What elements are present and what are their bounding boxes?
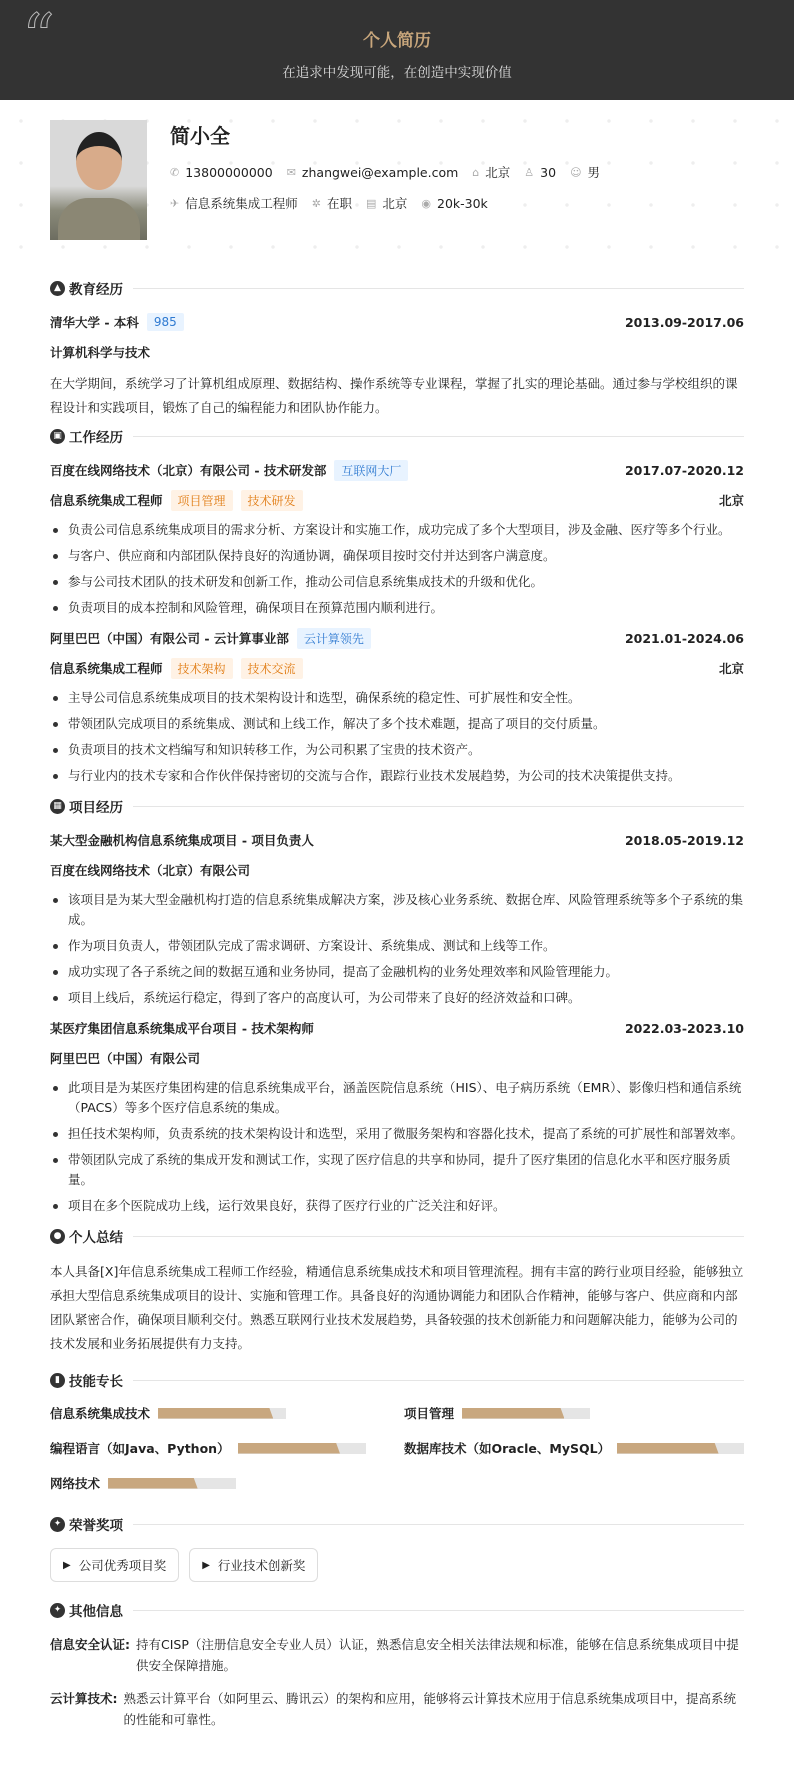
page-title: 个人简历 xyxy=(363,31,431,51)
skill-item xyxy=(50,1439,404,1457)
user-icon: ● xyxy=(50,1229,65,1244)
section-title: 个人总结 xyxy=(69,1230,123,1246)
avatar xyxy=(50,120,147,240)
other-value: 熟悉云计算平台（如阿里云、腾讯云）的架构和应用，能够将云计算技术应用于信息系统集成项目中，提高系统的性能和可靠性。 xyxy=(123,1691,737,1727)
play-icon: ▶ xyxy=(63,1559,71,1571)
period: 2021.01-2024.06 xyxy=(624,630,744,646)
chart-icon: ▮ xyxy=(50,1373,65,1388)
grid-icon: ▦ xyxy=(50,799,65,814)
work-section xyxy=(0,426,794,786)
other-section xyxy=(0,1600,794,1730)
skill-bar-fill xyxy=(158,1408,273,1419)
bullet: 担任技术架构师，负责系统的技术架构设计和选型，采用了微服务架构和容器化技术，提高了系统的可扩展性和部署效率。 xyxy=(50,1124,744,1144)
gender-icon: ☺ xyxy=(570,165,582,179)
location: 北京 xyxy=(485,165,511,180)
bullet: 项目上线后，系统运行稳定，得到了客户的高度认可，为公司带来了良好的经济效益和口碑。 xyxy=(50,988,744,1008)
age-icon: ♙ xyxy=(524,165,535,179)
role-tag: 技术研发 xyxy=(241,490,303,511)
salary: 20k-30k xyxy=(437,195,488,211)
skill-bar-fill xyxy=(108,1478,198,1489)
city: 北京 xyxy=(718,661,744,676)
skill-bar xyxy=(462,1408,590,1419)
work-item xyxy=(50,628,744,786)
company-tag: 互联网大厂 xyxy=(334,460,408,481)
projects-section xyxy=(0,796,794,1216)
summary-text: 本人具备[X]年信息系统集成工程师工作经验，精通信息系统集成技术和项目管理流程。拥有丰富的跨行业项目经验，能够独立承担大型信息系统集成项目的设计、实施和管理工作。具备良好的沟通协调能力和团队合作精神，能够与客户、供应商和内部团队紧密合作，确保项目顺利交付。熟悉互联网行业技术发展趋势，具备较强的技术创新能力和问题解决能力，能够为公司的技术发展和业务拓展提供有力支持。 xyxy=(50,1264,744,1351)
email-icon: ✉ xyxy=(286,165,296,179)
project-name: 某大型金融机构信息系统集成项目 - 项目负责人 xyxy=(50,833,314,848)
role: 信息系统集成工程师 xyxy=(50,493,163,508)
period: 2013.09-2017.06 xyxy=(624,314,744,330)
company: 阿里巴巴（中国）有限公司 - 云计算事业部 xyxy=(50,631,289,646)
other-value: 持有CISP（注册信息安全专业人员）认证，熟悉信息安全相关法律法规和标准，能够在信息系统集成项目中提供安全保障措施。 xyxy=(136,1637,739,1673)
profile-section xyxy=(0,100,794,272)
bullet: 与行业内的技术专家和合作伙伴保持密切的交流与合作，跟踪行业技术发展趋势，为公司的技术决策提供支持。 xyxy=(50,766,744,786)
status: 在职 xyxy=(326,196,352,211)
skill-bar xyxy=(158,1408,286,1419)
status-icon: ✲ xyxy=(311,196,321,210)
bullet: 该项目是为某大型金融机构打造的信息系统集成解决方案，涉及核心业务系统、数据仓库、风险管理系统等多个子系统的集成。 xyxy=(50,890,744,930)
awards-section xyxy=(0,1514,794,1582)
award-badge xyxy=(189,1548,318,1582)
major: 计算机科学与技术 xyxy=(50,345,151,360)
role-tag: 技术交流 xyxy=(241,658,303,679)
skill-bar-fill xyxy=(238,1443,340,1454)
bullet: 主导公司信息系统集成项目的技术架构设计和选型，确保系统的稳定性、可扩展性和安全性。 xyxy=(50,688,744,708)
skill-item xyxy=(50,1404,404,1422)
bullet: 与客户、供应商和内部团队保持良好的沟通协调，确保项目按时交付并达到客户满意度。 xyxy=(50,546,744,566)
work-item xyxy=(50,460,744,618)
period: 2022.03-2023.10 xyxy=(624,1020,744,1036)
period: 2017.07-2020.12 xyxy=(624,462,744,478)
skill-bar xyxy=(617,1443,744,1454)
quote-icon: “ xyxy=(22,1,55,75)
bullet: 项目在多个医院成功上线，运行效果良好，获得了医疗行业的广泛关注和好评。 xyxy=(50,1196,744,1216)
position-icon: ✈ xyxy=(170,196,180,210)
role-tag: 技术架构 xyxy=(171,658,233,679)
project-name: 某医疗集团信息系统集成平台项目 - 技术架构师 xyxy=(50,1021,314,1036)
skill-name: 网络技术 xyxy=(50,1476,101,1491)
project-item xyxy=(50,830,744,1008)
play-icon: ▶ xyxy=(202,1559,210,1571)
skill-item xyxy=(50,1474,404,1492)
award-icon: ✦ xyxy=(50,1517,65,1532)
bullet: 带领团队完成了系统的集成开发和测试工作，实现了医疗信息的共享和协同，提升了医疗集团的信息化水平和医疗服务质量。 xyxy=(50,1150,744,1190)
bullet: 成功实现了各子系统之间的数据互通和业务协同，提高了金融机构的业务处理效率和风险管理能力。 xyxy=(50,962,744,982)
skill-bar xyxy=(238,1443,366,1454)
award-name: 公司优秀项目奖 xyxy=(78,1558,167,1573)
other-key: 云计算技术: xyxy=(50,1691,118,1706)
briefcase-icon: ▣ xyxy=(50,429,65,444)
section-title: 教育经历 xyxy=(69,282,123,298)
email: zhangwei@example.com xyxy=(301,164,459,180)
phone-icon: ✆ xyxy=(170,165,180,179)
other-key: 信息安全认证: xyxy=(50,1637,130,1652)
section-title: 技能专长 xyxy=(69,1374,123,1390)
candidate-name: 简小全 xyxy=(170,124,230,148)
skill-item xyxy=(404,1404,744,1422)
bullet: 参与公司技术团队的技术研发和创新工作，推动公司信息系统集成技术的升级和优化。 xyxy=(50,572,744,592)
city: 北京 xyxy=(382,196,408,211)
skill-bar-fill xyxy=(617,1443,719,1454)
company: 百度在线网络技术（北京）有限公司 - 技术研发部 xyxy=(50,463,327,478)
phone: 13800000000 xyxy=(185,164,273,180)
role: 信息系统集成工程师 xyxy=(50,661,163,676)
school-tag: 985 xyxy=(147,313,184,331)
home-icon: ⌂ xyxy=(472,165,480,179)
project-item xyxy=(50,1018,744,1216)
salary-icon: ◉ xyxy=(421,196,431,210)
education-section xyxy=(0,278,794,420)
section-title: 荣誉奖项 xyxy=(69,1518,123,1534)
role-tag: 项目管理 xyxy=(171,490,233,511)
gender: 男 xyxy=(587,165,601,180)
skill-name: 编程语言（如Java、Python） xyxy=(50,1441,230,1456)
summary-section xyxy=(0,1226,794,1356)
other-item xyxy=(50,1688,744,1730)
award-name: 行业技术创新奖 xyxy=(217,1558,306,1573)
bullet: 负责公司信息系统集成项目的需求分析、方案设计和实施工作，成功完成了多个大型项目，涉及金融、医疗等多个行业。 xyxy=(50,520,744,540)
section-title: 其他信息 xyxy=(69,1604,123,1620)
period: 2018.05-2019.12 xyxy=(624,832,744,848)
award-badge xyxy=(50,1548,179,1582)
skill-bar xyxy=(108,1478,236,1489)
school: 清华大学 - 本科 xyxy=(50,315,139,330)
graduation-cap-icon: ▲ xyxy=(50,281,65,296)
building-icon: ▤ xyxy=(365,196,377,210)
bullet: 带领团队完成项目的系统集成、测试和上线工作，解决了多个技术难题，提高了项目的交付质量。 xyxy=(50,714,744,734)
page-subtitle: 在追求中发现可能，在创造中实现价值 xyxy=(282,65,512,81)
section-title: 项目经历 xyxy=(69,800,123,816)
company-tag: 云计算领先 xyxy=(297,628,371,649)
info-icon: ✦ xyxy=(50,1603,65,1618)
skill-name: 项目管理 xyxy=(404,1406,455,1421)
other-item xyxy=(50,1634,744,1676)
bullet: 负责项目的技术文档编写和知识转移工作，为公司积累了宝贵的技术资产。 xyxy=(50,740,744,760)
section-title: 工作经历 xyxy=(69,430,123,446)
bullet: 此项目是为某医疗集团构建的信息系统集成平台，涵盖医院信息系统（HIS）、电子病历系统（EMR）、影像归档和通信系统（PACS）等多个医疗信息系统的集成。 xyxy=(50,1078,744,1118)
project-company: 百度在线网络技术（北京）有限公司 xyxy=(50,863,251,878)
page-header xyxy=(0,0,794,100)
city: 北京 xyxy=(718,493,744,508)
bullet: 负责项目的成本控制和风险管理，确保项目在预算范围内顺利进行。 xyxy=(50,598,744,618)
skill-name: 数据库技术（如Oracle、MySQL） xyxy=(404,1441,611,1456)
bullet: 作为项目负责人，带领团队完成了需求调研、方案设计、系统集成、测试和上线等工作。 xyxy=(50,936,744,956)
skill-item xyxy=(404,1439,744,1457)
education-desc: 在大学期间，系统学习了计算机组成原理、数据结构、操作系统等专业课程，掌握了扎实的理论基础。通过参与学校组织的课程设计和实践项目，锻炼了自己的编程能力和团队协作能力。 xyxy=(50,376,738,415)
position: 信息系统集成工程师 xyxy=(185,196,298,211)
skill-bar-fill xyxy=(462,1408,564,1419)
project-company: 阿里巴巴（中国）有限公司 xyxy=(50,1051,201,1066)
skill-name: 信息系统集成技术 xyxy=(50,1406,151,1421)
skills-section xyxy=(0,1370,794,1492)
age: 30 xyxy=(540,164,557,180)
